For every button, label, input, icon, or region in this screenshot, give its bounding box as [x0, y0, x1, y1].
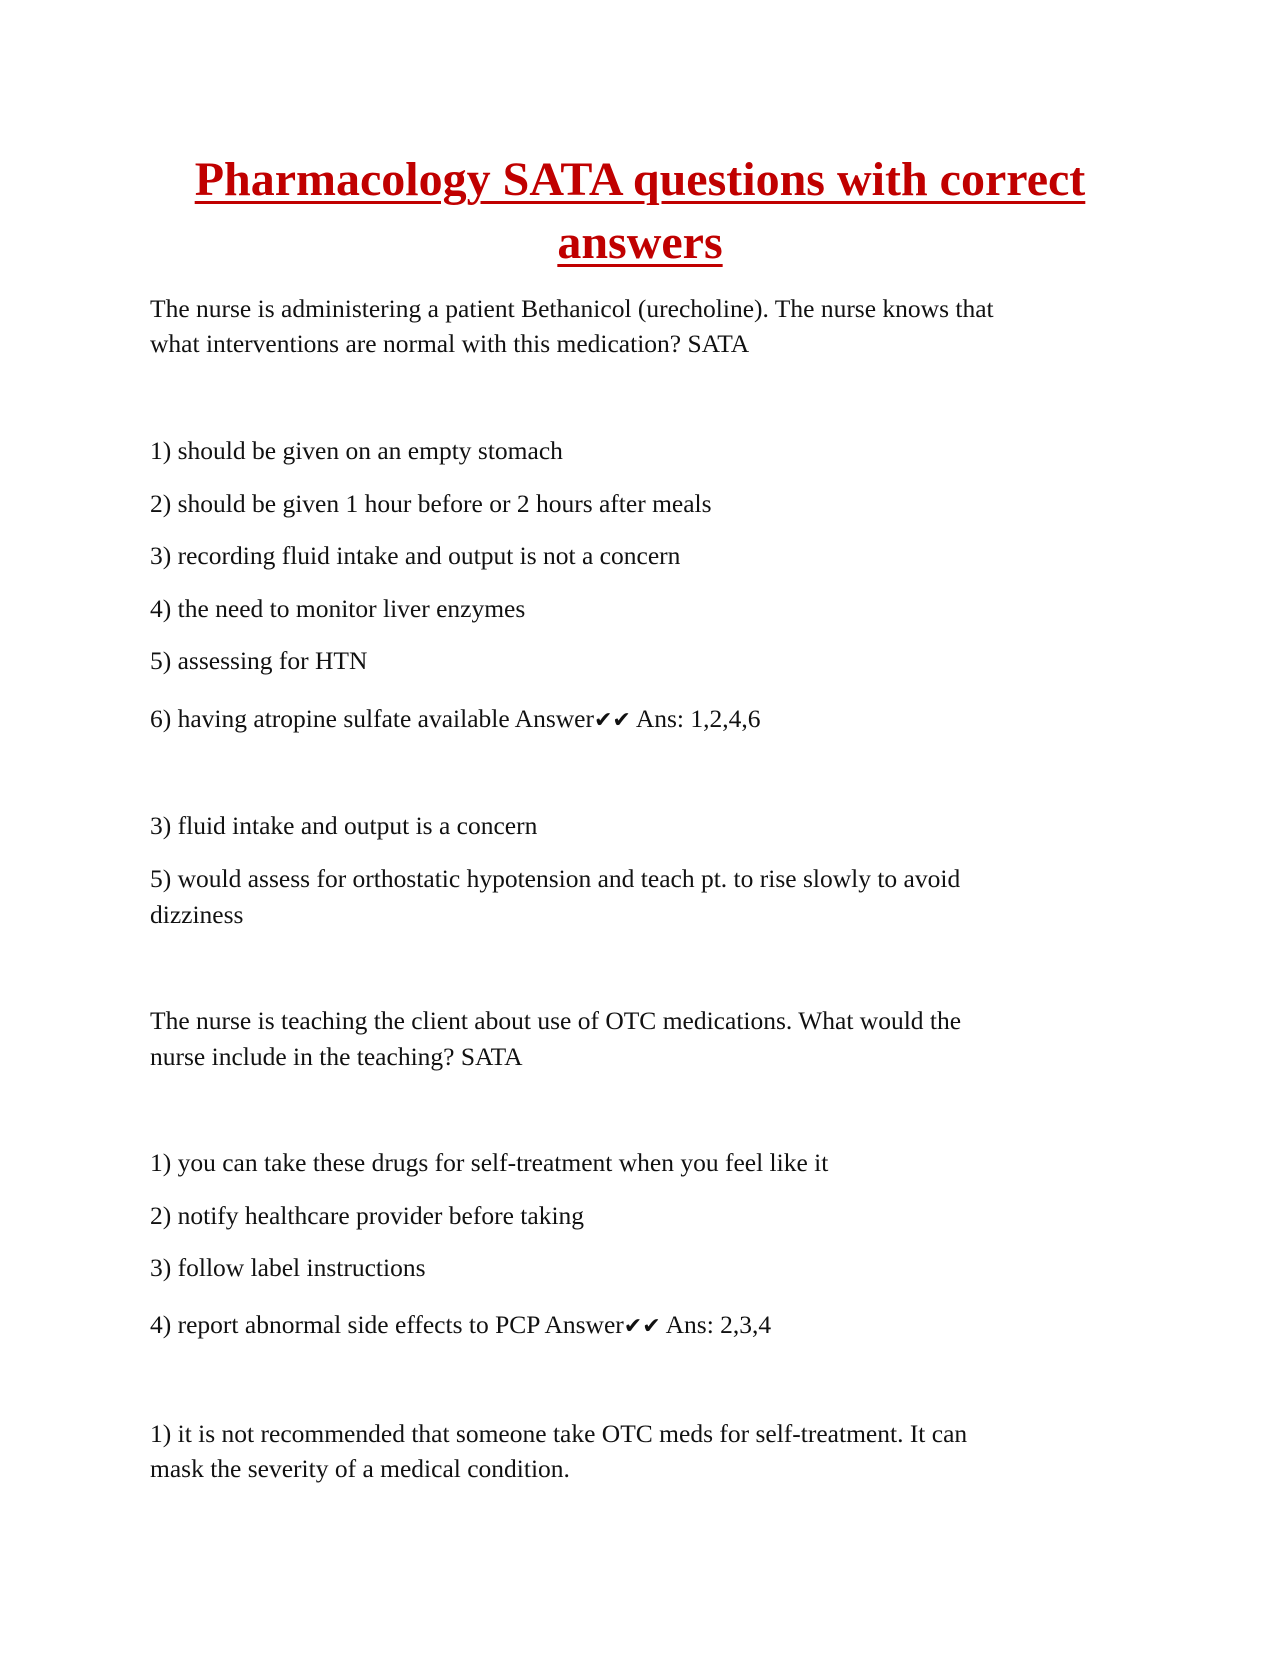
- check-marks-icon: ✔✔: [593, 708, 631, 733]
- question-1-option-3: 3) recording fluid intake and output is not a concern: [150, 541, 681, 570]
- question-1-stem-line1: The nurse is administering a patient Bethanicol (urecholine). The nurse knows that: [150, 294, 994, 323]
- question-1-rationale-1: 3) fluid intake and output is a concern: [150, 811, 538, 840]
- question-1-option-1: 1) should be given on an empty stomach: [150, 436, 563, 465]
- check-marks-icon: ✔✔: [623, 1314, 661, 1339]
- question-2-stem-line1: The nurse is teaching the client about use of OTC medications. What would the: [150, 1006, 962, 1035]
- document-title-line1: Pharmacology SATA questions with correct: [194, 153, 1086, 206]
- question-1-option-2: 2) should be given 1 hour before or 2 hours after meals: [150, 489, 712, 518]
- question-2-stem-line2: nurse include in the teaching? SATA: [150, 1042, 523, 1071]
- question-1-option-5: 5) assessing for HTN: [150, 646, 368, 675]
- answer-key: Ans: 1,2,4,6: [635, 704, 761, 733]
- question-1-rationale-2: 5) would assess for orthostatic hypotension and teach pt. to rise slowly to avoid: [150, 864, 961, 893]
- question-2-rationale-1-cont: mask the severity of a medical condition.: [150, 1454, 570, 1483]
- question-1-option-6: [150, 701, 761, 739]
- question-2-option-4: [150, 1307, 771, 1345]
- question-2-rationale-1: 1) it is not recommended that someone take OTC meds for self-treatment. It can: [150, 1419, 968, 1448]
- answer-key: Ans: 2,3,4: [665, 1310, 772, 1339]
- question-1-rationale-2-cont: dizziness: [150, 900, 244, 929]
- option-text: 6) having atropine sulfate available Answer: [150, 704, 594, 733]
- question-1-option-4: 4) the need to monitor liver enzymes: [150, 594, 526, 623]
- option-text: 4) report abnormal side effects to PCP Answer: [150, 1310, 624, 1339]
- question-1-stem-line2: what interventions are normal with this medication? SATA: [150, 329, 750, 358]
- document-title-line2: answers: [557, 216, 723, 269]
- question-2-option-3: 3) follow label instructions: [150, 1253, 426, 1282]
- question-2-option-2: 2) notify healthcare provider before taking: [150, 1201, 585, 1230]
- question-2-option-1: 1) you can take these drugs for self-treatment when you feel like it: [150, 1148, 829, 1177]
